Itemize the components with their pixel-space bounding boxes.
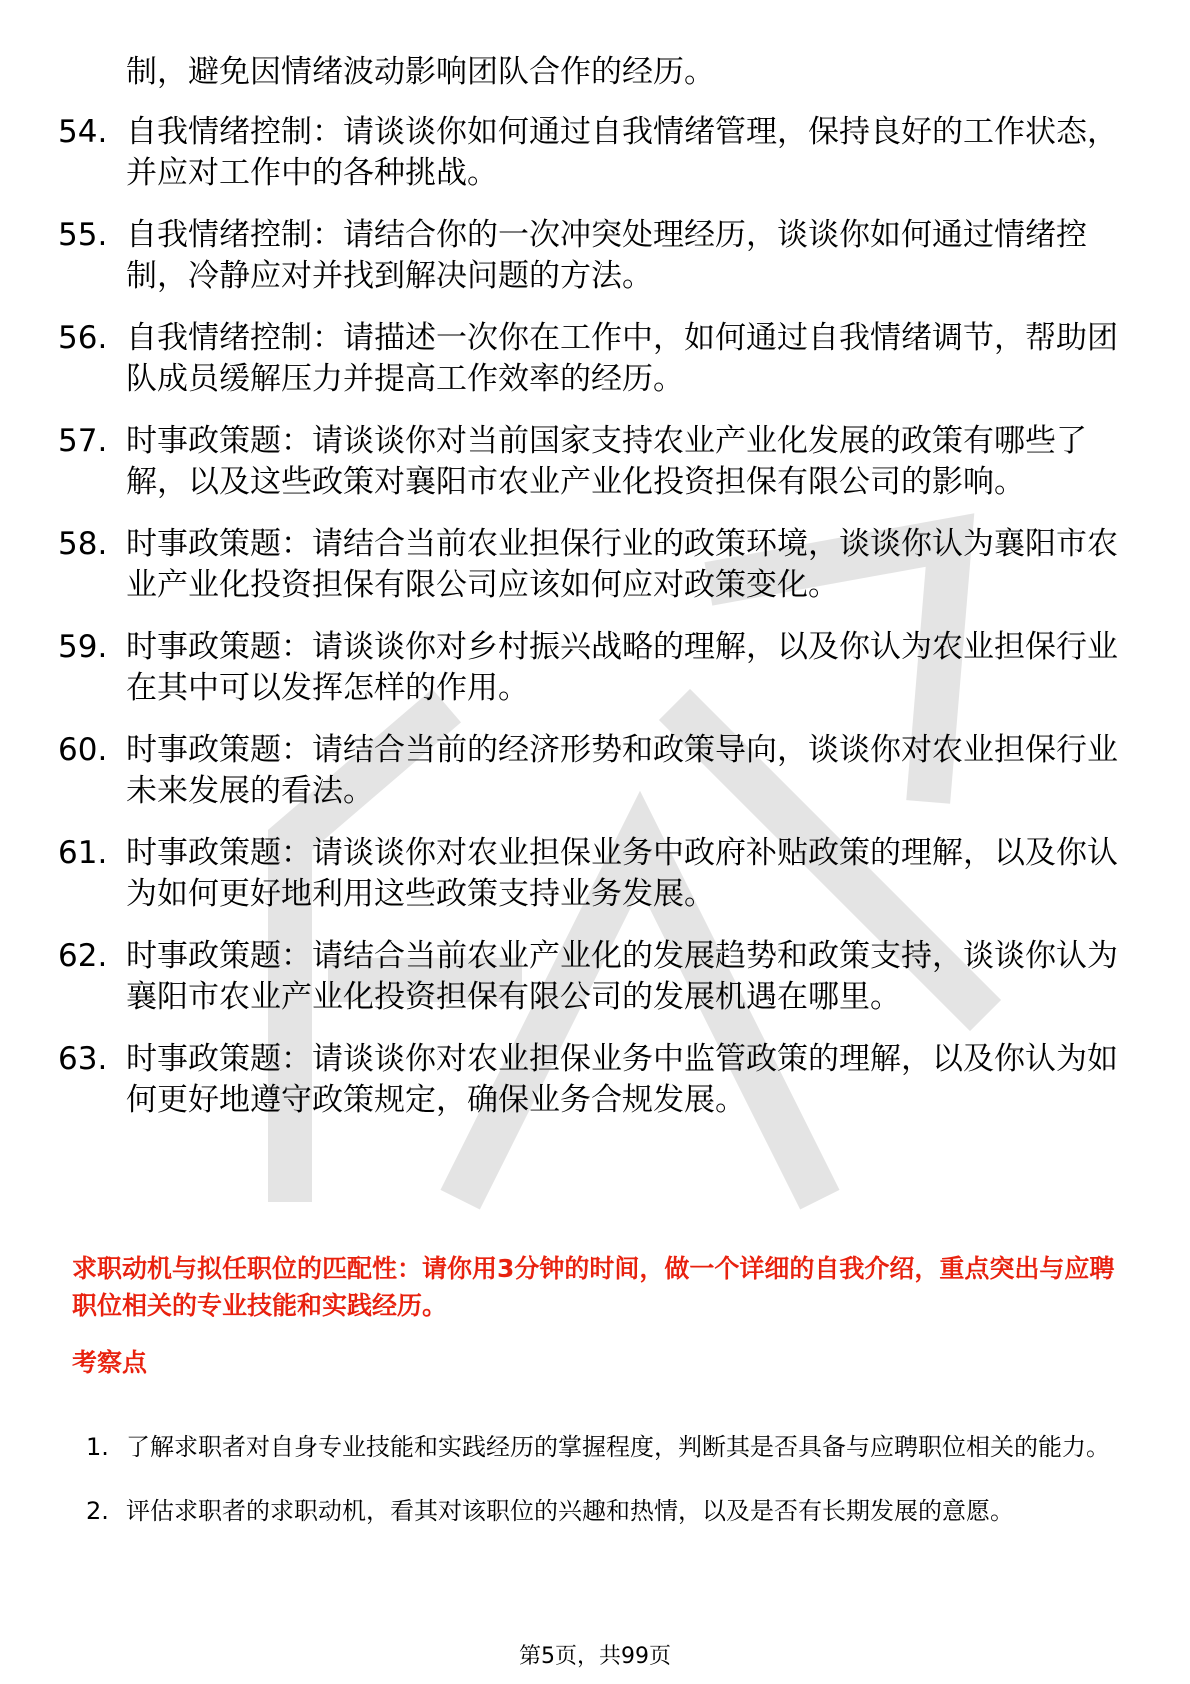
question-number: 62. [58, 938, 108, 974]
point-text: 了解求职者对自身专业技能和实践经历的掌握程度，判断其是否具备与应聘职位相关的能力。 [126, 1433, 1110, 1461]
question-number: 55. [58, 217, 108, 253]
question-item [58, 524, 1118, 606]
question-list [58, 112, 1118, 1142]
question-item [58, 936, 1118, 1018]
point-text: 评估求职者的求职动机，看其对该职位的兴趣和热情，以及是否有长期发展的意愿。 [126, 1497, 1014, 1525]
question-text: 时事政策题：请谈谈你对农业担保业务中政府补贴政策的理解，以及你认为如何更好地利用这些政策支持业务发展。 [126, 835, 1118, 912]
question-number: 56. [58, 320, 108, 356]
point-list [86, 1420, 1126, 1548]
question-number: 59. [58, 629, 108, 665]
question-item [58, 318, 1118, 400]
question-item [58, 421, 1118, 503]
continuation-text: 制，避免因情绪波动影响团队合作的经历。 [126, 54, 715, 90]
question-text: 自我情绪控制：请描述一次你在工作中，如何通过自我情绪调节，帮助团队成员缓解压力并提高工作效率的经历。 [126, 320, 1118, 397]
question-number: 54. [58, 114, 108, 150]
question-text: 时事政策题：请谈谈你对乡村振兴战略的理解，以及你认为农业担保行业在其中可以发挥怎样的作用。 [126, 629, 1118, 706]
point-item [86, 1420, 1126, 1474]
question-item [58, 1039, 1118, 1121]
question-item [58, 112, 1118, 194]
question-number: 63. [58, 1041, 108, 1077]
question-text: 时事政策题：请结合当前农业产业化的发展趋势和政策支持，谈谈你认为襄阳市农业产业化投资担保有限公司的发展机遇在哪里。 [126, 938, 1118, 1015]
question-item [58, 215, 1118, 297]
page-footer: 第5页，共99页 [519, 1644, 671, 1669]
question-text: 时事政策题：请结合当前的经济形势和政策导向，谈谈你对农业担保行业未来发展的看法。 [126, 732, 1118, 809]
question-number: 57. [58, 423, 108, 459]
motive-question: 求职动机与拟任职位的匹配性：请你用3分钟的时间，做一个详细的自我介绍，重点突出与应聘职位相关的专业技能和实践经历。 [72, 1254, 1115, 1320]
question-item [58, 833, 1118, 915]
question-text: 时事政策题：请结合当前农业担保行业的政策环境，谈谈你认为襄阳市农业产业化投资担保有限公司应该如何应对政策变化。 [126, 526, 1118, 603]
question-number: 60. [58, 732, 108, 768]
question-item [58, 627, 1118, 709]
question-text: 自我情绪控制：请结合你的一次冲突处理经历，谈谈你如何通过情绪控制，冷静应对并找到解决问题的方法。 [126, 217, 1087, 294]
point-number: 2. [86, 1497, 109, 1525]
point-number: 1. [86, 1433, 109, 1461]
question-text: 时事政策题：请谈谈你对当前国家支持农业产业化发展的政策有哪些了解，以及这些政策对襄阳市农业产业化投资担保有限公司的影响。 [126, 423, 1087, 500]
question-number: 58. [58, 526, 108, 562]
question-item [58, 730, 1118, 812]
point-item [86, 1484, 1126, 1538]
section-title: 考察点 [72, 1348, 148, 1377]
question-text: 时事政策题：请谈谈你对农业担保业务中监管政策的理解，以及你认为如何更好地遵守政策规定，确保业务合规发展。 [126, 1041, 1118, 1118]
question-number: 61. [58, 835, 108, 871]
question-text: 自我情绪控制：请谈谈你如何通过自我情绪管理，保持良好的工作状态，并应对工作中的各种挑战。 [126, 114, 1118, 191]
